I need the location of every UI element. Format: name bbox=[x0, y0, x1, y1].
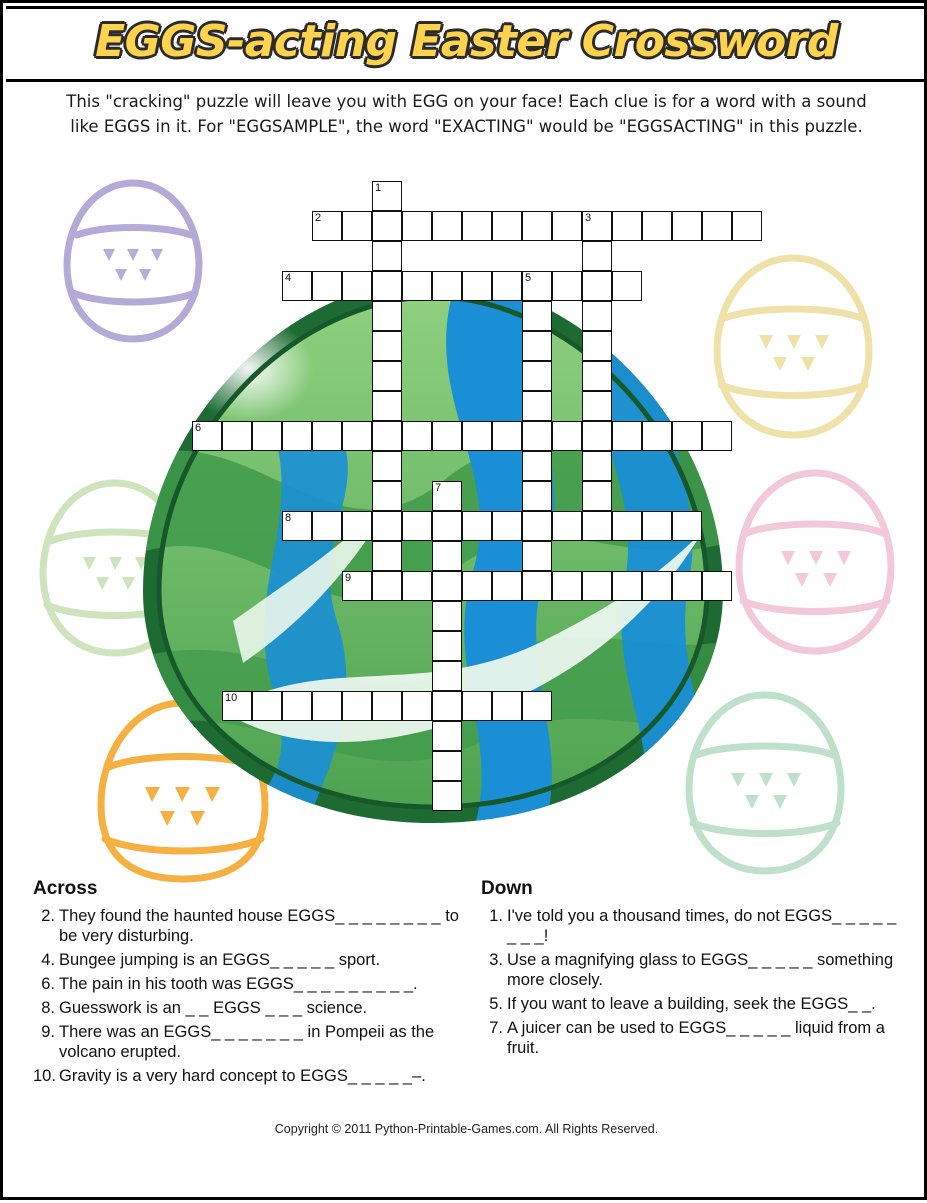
clue-item bbox=[481, 950, 901, 990]
crossword-cell[interactable] bbox=[522, 391, 552, 421]
crossword-cell[interactable] bbox=[492, 211, 522, 241]
crossword-cell[interactable] bbox=[372, 211, 402, 241]
crossword-cell[interactable] bbox=[522, 301, 552, 331]
crossword-cell[interactable] bbox=[642, 511, 672, 541]
crossword-cell[interactable] bbox=[702, 211, 732, 241]
clue-item bbox=[33, 1022, 473, 1062]
crossword-cell[interactable] bbox=[432, 721, 462, 751]
crossword-cell[interactable] bbox=[342, 211, 372, 241]
crossword-cell[interactable] bbox=[582, 391, 612, 421]
clue-item bbox=[481, 906, 901, 946]
crossword-cell[interactable] bbox=[432, 481, 462, 511]
cell-number: 7 bbox=[435, 482, 442, 494]
crossword-cell[interactable] bbox=[432, 211, 462, 241]
crossword-cell[interactable] bbox=[582, 301, 612, 331]
crossword-cell[interactable] bbox=[372, 301, 402, 331]
clue-number: 10. bbox=[33, 1067, 56, 1085]
crossword-cell[interactable] bbox=[522, 331, 552, 361]
crossword-cell[interactable] bbox=[552, 271, 582, 301]
crossword-cell[interactable] bbox=[492, 571, 522, 601]
crossword-cell[interactable] bbox=[672, 421, 702, 451]
crossword-cell[interactable] bbox=[312, 271, 342, 301]
crossword-cell[interactable] bbox=[672, 511, 702, 541]
across-clue-list bbox=[33, 906, 473, 1086]
crossword-cell[interactable] bbox=[582, 241, 612, 271]
crossword-cell[interactable] bbox=[372, 541, 402, 571]
cell-number: 1 bbox=[375, 182, 382, 194]
clue-number: 6. bbox=[41, 975, 55, 993]
crossword-cell[interactable] bbox=[522, 541, 552, 571]
cell-number: 8 bbox=[285, 512, 292, 524]
crossword-cell[interactable] bbox=[402, 691, 432, 721]
crossword-cell[interactable] bbox=[582, 571, 612, 601]
clue-text: I've told you a thousand times, do not EGGS_ _ _ _ _ _ _ _! bbox=[507, 907, 897, 945]
clue-item bbox=[33, 950, 473, 970]
clue-number: 2. bbox=[41, 907, 55, 925]
title-bottom-rule bbox=[6, 79, 927, 82]
crossword-cell[interactable] bbox=[342, 571, 372, 601]
crossword-cell[interactable] bbox=[582, 481, 612, 511]
crossword-cell[interactable] bbox=[522, 511, 552, 541]
clue-text: Gravity is a very hard concept to EGGS_ _ _ _ _–. bbox=[59, 1067, 426, 1085]
crossword-cell[interactable] bbox=[222, 691, 252, 721]
crossword-cell[interactable] bbox=[702, 421, 732, 451]
clue-number: 7. bbox=[489, 1019, 503, 1037]
clue-number: 4. bbox=[41, 951, 55, 969]
crossword-cell[interactable] bbox=[372, 481, 402, 511]
crossword-cell[interactable] bbox=[612, 511, 642, 541]
clue-item bbox=[33, 906, 473, 946]
crossword-cell[interactable] bbox=[432, 421, 462, 451]
crossword-cell[interactable] bbox=[552, 571, 582, 601]
crossword-cell[interactable] bbox=[432, 751, 462, 781]
clue-text: Bungee jumping is an EGGS_ _ _ _ _ sport. bbox=[59, 951, 381, 969]
crossword-cell[interactable] bbox=[462, 271, 492, 301]
crossword-cell[interactable] bbox=[342, 421, 372, 451]
intro-paragraph: This "cracking" puzzle will leave you with EGG on your face! Each clue is for a word with a sound like EGGS in it. For "EGGSAMPLE", the word "EXACTING" would be "EGGSACTING" in this puzzle. bbox=[66, 92, 867, 136]
clue-text: Guesswork is an _ _ EGGS _ _ _ science. bbox=[59, 999, 368, 1017]
crossword-cell[interactable] bbox=[672, 571, 702, 601]
crossword-cell[interactable] bbox=[522, 361, 552, 391]
down-clues-section bbox=[481, 878, 901, 1062]
crossword-cell[interactable] bbox=[312, 511, 342, 541]
clue-item bbox=[33, 998, 473, 1018]
clue-item bbox=[33, 1066, 473, 1086]
crossword-cell[interactable] bbox=[252, 421, 282, 451]
clue-text: A juicer can be used to EGGS_ _ _ _ _ liquid from a fruit. bbox=[507, 1019, 885, 1057]
crossword-cell[interactable] bbox=[522, 481, 552, 511]
clue-number: 8. bbox=[41, 999, 55, 1017]
crossword-cell[interactable] bbox=[522, 211, 552, 241]
clue-text: Use a magnifying glass to EGGS_ _ _ _ _ something more closely. bbox=[507, 951, 894, 989]
crossword-cell[interactable] bbox=[372, 331, 402, 361]
clue-text: There was an EGGS_ _ _ _ _ _ _ in Pompeii as the volcano erupted. bbox=[59, 1023, 435, 1061]
crossword-cell[interactable] bbox=[582, 511, 612, 541]
crossword-cell[interactable] bbox=[342, 511, 372, 541]
crossword-cell[interactable] bbox=[552, 211, 582, 241]
crossword-cell[interactable] bbox=[372, 421, 402, 451]
page-title-bar bbox=[6, 6, 927, 78]
crossword-cell[interactable] bbox=[342, 691, 372, 721]
crossword-cell[interactable] bbox=[252, 691, 282, 721]
crossword-cell[interactable] bbox=[372, 511, 402, 541]
clue-item bbox=[33, 974, 473, 994]
crossword-cell[interactable] bbox=[492, 511, 522, 541]
crossword-cell[interactable] bbox=[522, 691, 552, 721]
crossword-cell[interactable] bbox=[402, 571, 432, 601]
crossword-cell[interactable] bbox=[432, 631, 462, 661]
clue-item bbox=[481, 1018, 901, 1058]
clue-number: 3. bbox=[489, 951, 503, 969]
crossword-cell[interactable] bbox=[372, 451, 402, 481]
cell-number: 2 bbox=[315, 212, 322, 224]
cell-number: 3 bbox=[585, 212, 592, 224]
crossword-cell[interactable] bbox=[402, 211, 432, 241]
crossword-cell[interactable] bbox=[192, 421, 222, 451]
crossword-cell[interactable] bbox=[282, 511, 312, 541]
clue-text: The pain in his tooth was EGGS_ _ _ _ _ _ _ _ _. bbox=[59, 975, 418, 993]
clue-number: 9. bbox=[41, 1023, 55, 1041]
crossword-cell[interactable] bbox=[372, 391, 402, 421]
crossword-cell[interactable] bbox=[402, 511, 432, 541]
crossword-cell[interactable] bbox=[372, 691, 402, 721]
crossword-cell[interactable] bbox=[432, 661, 462, 691]
crossword-cell[interactable] bbox=[522, 451, 552, 481]
crossword-cell[interactable] bbox=[672, 211, 702, 241]
crossword-cell[interactable] bbox=[492, 691, 522, 721]
crossword-cell[interactable] bbox=[492, 271, 522, 301]
crossword-cell[interactable] bbox=[462, 211, 492, 241]
down-clue-list bbox=[481, 906, 901, 1058]
crossword-cell[interactable] bbox=[642, 421, 672, 451]
crossword-cell[interactable] bbox=[462, 571, 492, 601]
crossword-cell[interactable] bbox=[552, 511, 582, 541]
crossword-cell[interactable] bbox=[282, 421, 312, 451]
clue-number: 1. bbox=[489, 907, 503, 925]
crossword-cell[interactable] bbox=[432, 781, 462, 811]
crossword-cell[interactable] bbox=[402, 421, 432, 451]
cell-number: 6 bbox=[195, 422, 202, 434]
crossword-cell[interactable] bbox=[522, 571, 552, 601]
clue-text: If you want to leave a building, seek the EGGS_ _. bbox=[507, 995, 876, 1013]
crossword-cell[interactable] bbox=[642, 211, 672, 241]
crossword-cell[interactable] bbox=[282, 691, 312, 721]
down-heading: Down bbox=[481, 878, 533, 899]
crossword-cell[interactable] bbox=[372, 571, 402, 601]
crossword-cell[interactable] bbox=[552, 421, 582, 451]
crossword-cell[interactable] bbox=[432, 601, 462, 631]
crossword-cell[interactable] bbox=[582, 451, 612, 481]
crossword-cell[interactable] bbox=[582, 421, 612, 451]
crossword-cell[interactable] bbox=[432, 511, 462, 541]
crossword-cell[interactable] bbox=[522, 421, 552, 451]
crossword-cell[interactable] bbox=[432, 271, 462, 301]
crossword-cell[interactable] bbox=[582, 331, 612, 361]
crossword-cell[interactable] bbox=[582, 271, 612, 301]
crossword-cell[interactable] bbox=[312, 421, 342, 451]
clue-number: 5. bbox=[489, 995, 503, 1013]
across-heading: Across bbox=[33, 878, 98, 899]
crossword-cell[interactable] bbox=[612, 211, 642, 241]
crossword-cell[interactable] bbox=[642, 571, 672, 601]
crossword-cell[interactable] bbox=[342, 271, 372, 301]
crossword-cell[interactable] bbox=[492, 421, 522, 451]
crossword-cell[interactable] bbox=[582, 361, 612, 391]
cell-number: 5 bbox=[525, 272, 532, 284]
crossword-cell[interactable] bbox=[462, 421, 492, 451]
crossword-cell[interactable] bbox=[372, 181, 402, 211]
crossword-cell[interactable] bbox=[432, 691, 462, 721]
clue-item bbox=[481, 994, 901, 1014]
crossword-cell[interactable] bbox=[702, 571, 732, 601]
clue-text: They found the haunted house EGGS_ _ _ _ _ _ _ _ to be very disturbing. bbox=[59, 907, 459, 945]
crossword-cell[interactable] bbox=[372, 271, 402, 301]
crossword-cell[interactable] bbox=[522, 271, 552, 301]
crossword-cell[interactable] bbox=[612, 271, 642, 301]
crossword-cell[interactable] bbox=[612, 421, 642, 451]
crossword-cell[interactable] bbox=[222, 421, 252, 451]
crossword-cell[interactable] bbox=[462, 691, 492, 721]
cell-number: 10 bbox=[225, 692, 238, 704]
crossword-cell[interactable] bbox=[582, 211, 612, 241]
copyright-footer: Copyright © 2011 Python-Printable-Games.com. All Rights Reserved. bbox=[274, 1122, 659, 1136]
crossword-cell[interactable] bbox=[462, 511, 492, 541]
crossword-cell[interactable] bbox=[312, 211, 342, 241]
crossword-cell[interactable] bbox=[732, 211, 762, 241]
crossword-cell[interactable] bbox=[402, 271, 432, 301]
crossword-cell[interactable] bbox=[612, 571, 642, 601]
page-title: EGGS-acting Easter Crossword bbox=[95, 16, 838, 67]
crossword-cell[interactable] bbox=[432, 541, 462, 571]
cell-number: 4 bbox=[285, 272, 292, 284]
crossword-cell[interactable] bbox=[312, 691, 342, 721]
across-clues-section bbox=[33, 878, 473, 1090]
crossword-cell[interactable] bbox=[432, 571, 462, 601]
crossword-cell[interactable] bbox=[372, 361, 402, 391]
cell-number: 9 bbox=[345, 572, 352, 584]
crossword-cell[interactable] bbox=[282, 271, 312, 301]
crossword-cell[interactable] bbox=[372, 241, 402, 271]
